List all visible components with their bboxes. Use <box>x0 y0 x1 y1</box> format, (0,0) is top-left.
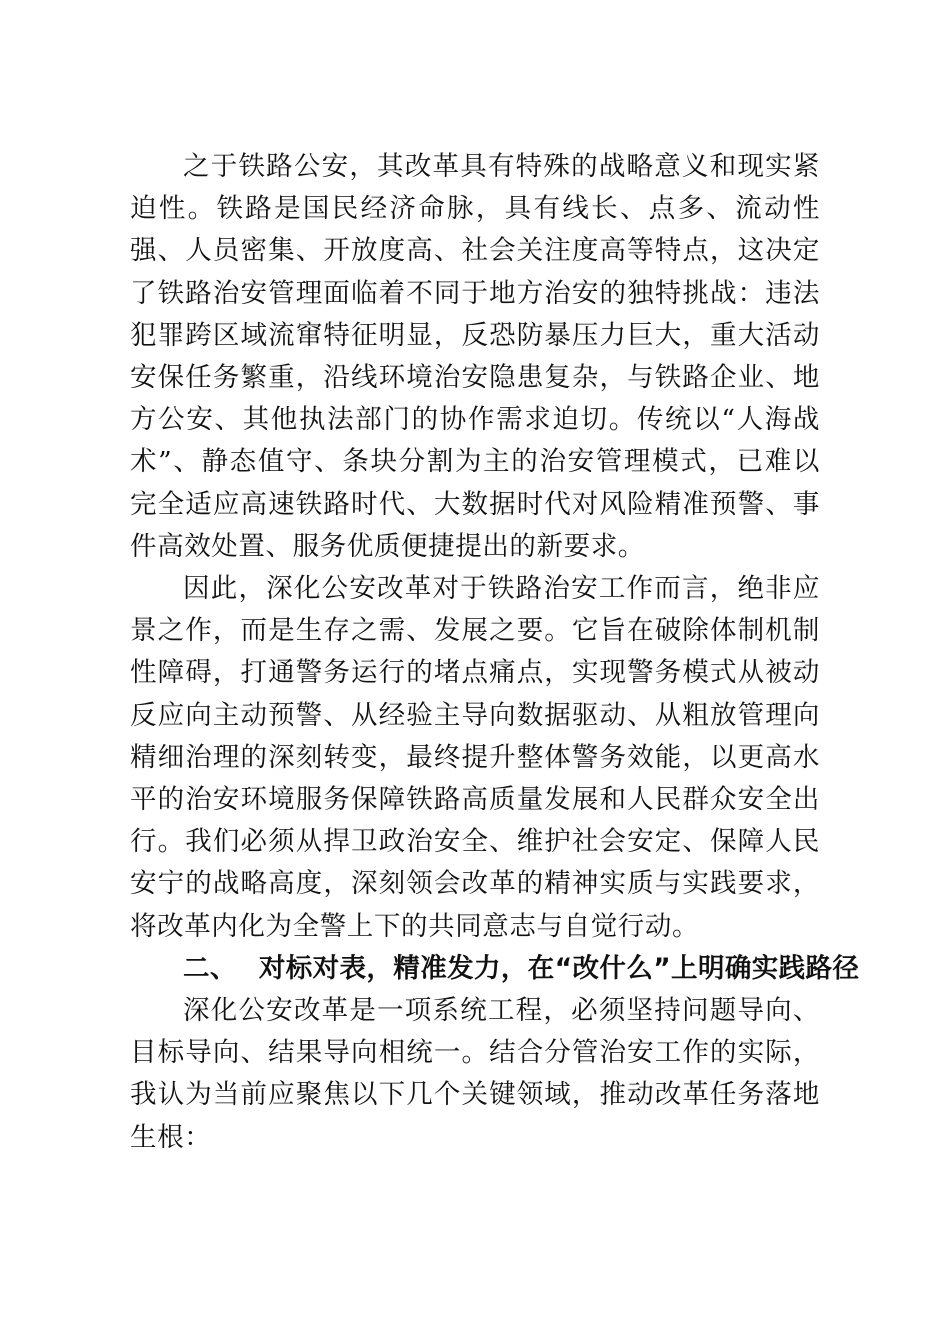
paragraph-railway-police-significance: 之于铁路公安，其改革具有特殊的战略意义和现实紧迫性。铁路是国民经济命脉，具有线长、点多、流动性强、人员密集、开放度高、社会关注度高等特点，这决定了铁路治安管理面临着不同于地方治安的独特挑战：违法犯罪跨区域流窜特征明显，反恐防暴压力巨大，重大活动安保任务繁重，沿线环境治安隐患复杂，与铁路企业、地方公安、其他执法部门的协作需求迫切。传统以“人海战术”、静态值守、条块分割为主的治安管理模式，已难以完全适应高速铁路时代、大数据时代对风险精准预警、事件高效处置、服务优质便捷提出的新要求。 <box>130 151 820 562</box>
section-heading <box>130 948 860 990</box>
section-number: 二、 <box>183 952 237 984</box>
section-title: 对标对表，精准发力，在“改什么”上明确实践路径 <box>258 952 860 984</box>
document-page <box>130 146 860 1159</box>
paragraph-reform-necessity: 因此，深化公安改革对于铁路治安工作而言，绝非应景之作，而是生存之需、发展之要。它旨在破除体制机制性障碍，打通警务运行的堵点痛点，实现警务模式从被动反应向主动预警、从经验主导向数据驱动、从粗放管理向精细治理的深刻转变，最终提升整体警务效能，以更高水平的治安环境服务保障铁路高质量发展和人民群众安全出行。我们必须从捍卫政治安全、维护社会安定、保障人民安宁的战略高度，深刻领会改革的精神实质与实践要求，将改革内化为全警上下的共同意志与自觉行动。 <box>130 573 820 942</box>
paragraph-key-areas-intro: 深化公安改革是一项系统工程，必须坚持问题导向、目标导向、结果导向相统一。结合分管治安工作的实际，我认为当前应聚焦以下几个关键领域，推动改革任务落地生根： <box>130 995 820 1153</box>
